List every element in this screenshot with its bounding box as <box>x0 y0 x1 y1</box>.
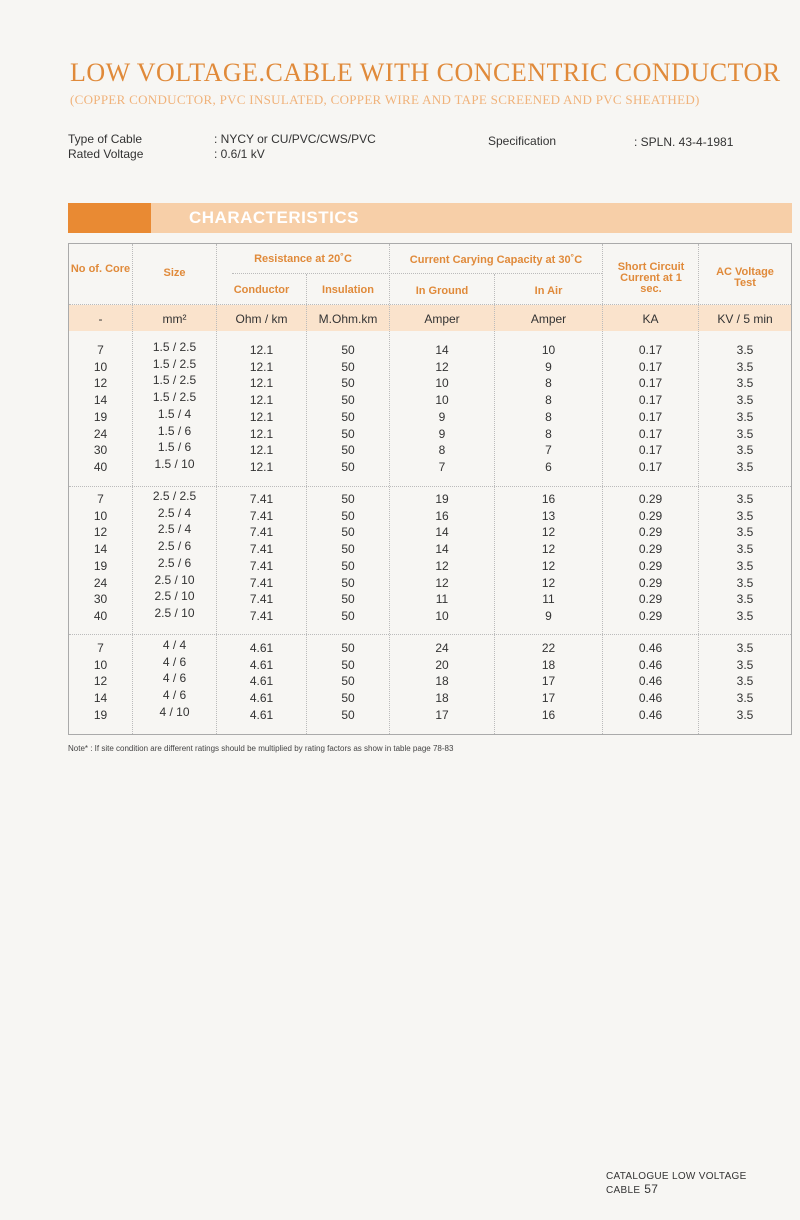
cell-in-air: 12 <box>541 558 556 573</box>
header-in-ground: In Ground <box>415 285 469 297</box>
type-of-cable-value: : NYCY or CU/PVC/CWS/PVC <box>214 132 376 146</box>
cell-no-of-core: 12 <box>93 674 108 689</box>
cell-size: 4 / 10 <box>159 704 190 719</box>
footnote: Note* : If site condition are different ratings should be multiplied by rating factors as show in table page 78-83 <box>68 744 454 753</box>
cell-in-air: 8 <box>545 376 552 391</box>
cell-in-ground: 10 <box>435 608 449 623</box>
cell-in-air: 8 <box>545 426 552 441</box>
cell-no-of-core: 7 <box>97 343 104 357</box>
cell-insulation-resistance: 50 <box>341 691 355 706</box>
header-bottom-line <box>69 304 791 305</box>
cell-in-ground: 14 <box>435 525 449 540</box>
cell-conductor-resistance: 12.1 <box>249 409 274 424</box>
cell-no-of-core: 30 <box>93 443 108 458</box>
cell-short-circuit: 0.17 <box>638 459 663 474</box>
cell-short-circuit: 0.46 <box>638 707 663 722</box>
unit-cell: - <box>98 312 103 326</box>
cell-in-air: 8 <box>545 393 552 408</box>
cell-ac-voltage: 3.5 <box>736 492 754 506</box>
cell-no-of-core: 14 <box>93 542 108 557</box>
cell-conductor-resistance: 4.61 <box>249 707 274 722</box>
cell-size: 4 / 6 <box>162 688 187 703</box>
cell-short-circuit: 0.29 <box>638 575 663 590</box>
cell-insulation-resistance: 50 <box>341 492 355 506</box>
cell-conductor-resistance: 12.1 <box>249 443 274 458</box>
unit-cell: Amper <box>530 312 567 326</box>
unit-cell: Ohm / km <box>235 312 288 326</box>
cell-no-of-core: 10 <box>93 359 108 374</box>
cell-conductor-resistance: 7.41 <box>249 608 274 623</box>
header-resistance: Resistance at 20˚C <box>254 253 352 265</box>
cell-in-air: 22 <box>541 641 556 655</box>
cell-insulation-resistance: 50 <box>341 443 355 458</box>
specification-label: Specification <box>488 134 557 148</box>
cell-insulation-resistance: 50 <box>341 343 355 357</box>
cell-ac-voltage: 3.5 <box>736 657 754 672</box>
cell-short-circuit: 0.29 <box>638 508 663 523</box>
cell-short-circuit: 0.17 <box>638 393 663 408</box>
cell-ac-voltage: 3.5 <box>736 691 754 706</box>
cell-conductor-resistance: 7.41 <box>249 558 274 573</box>
cell-insulation-resistance: 50 <box>341 608 355 623</box>
cell-insulation-resistance: 50 <box>341 508 355 523</box>
group-divider <box>69 486 791 487</box>
cell-in-ground: 18 <box>435 691 449 706</box>
cell-size: 2.5 / 6 <box>157 555 192 570</box>
cell-ac-voltage: 3.5 <box>736 558 754 573</box>
cell-conductor-resistance: 12.1 <box>249 459 274 474</box>
cell-ac-voltage: 3.5 <box>736 443 754 458</box>
header-short-circuit: Short Circuit Current at 1 sec. <box>617 261 685 295</box>
cell-in-ground: 10 <box>435 376 449 391</box>
group-divider <box>69 634 791 635</box>
header-divider <box>232 273 602 274</box>
cell-size: 4 / 6 <box>162 671 187 686</box>
cell-no-of-core: 14 <box>93 691 108 706</box>
header-size: Size <box>163 267 186 279</box>
cell-size: 1.5 / 2.5 <box>152 340 197 354</box>
cell-short-circuit: 0.29 <box>638 558 663 573</box>
cell-insulation-resistance: 50 <box>341 393 355 408</box>
rated-voltage-label: Rated Voltage <box>68 147 144 161</box>
cell-short-circuit: 0.29 <box>638 492 663 506</box>
cell-no-of-core: 7 <box>97 492 104 506</box>
cell-in-air: 18 <box>541 657 556 672</box>
cell-in-air: 7 <box>545 443 552 458</box>
cell-ac-voltage: 3.5 <box>736 525 754 540</box>
cell-in-air: 9 <box>545 608 552 623</box>
cell-in-ground: 19 <box>435 492 449 506</box>
cell-in-air: 10 <box>541 343 556 357</box>
cell-no-of-core: 7 <box>97 641 104 655</box>
cell-insulation-resistance: 50 <box>341 459 355 474</box>
cell-size: 2.5 / 4 <box>157 522 192 537</box>
cell-short-circuit: 0.17 <box>638 359 663 374</box>
cell-in-ground: 9 <box>438 426 446 441</box>
header-insulation: Insulation <box>322 284 374 296</box>
cell-in-ground: 8 <box>438 443 446 458</box>
cell-short-circuit: 0.17 <box>638 409 663 424</box>
cell-conductor-resistance: 7.41 <box>249 492 274 506</box>
cell-ac-voltage: 3.5 <box>736 376 754 391</box>
cell-ac-voltage: 3.5 <box>736 508 754 523</box>
cell-size: 2.5 / 10 <box>154 589 195 604</box>
rated-voltage-value: : 0.6/1 kV <box>214 147 265 161</box>
cell-short-circuit: 0.29 <box>638 608 663 623</box>
cell-conductor-resistance: 7.41 <box>249 508 274 523</box>
cell-no-of-core: 40 <box>93 459 108 474</box>
cell-in-ground: 24 <box>435 641 449 655</box>
cell-in-ground: 14 <box>435 542 449 557</box>
cell-ac-voltage: 3.5 <box>736 608 754 623</box>
cell-ac-voltage: 3.5 <box>736 409 754 424</box>
cell-short-circuit: 0.46 <box>638 691 663 706</box>
cell-in-air: 8 <box>545 409 552 424</box>
header-no-of-core: No of. Core <box>70 263 131 275</box>
cell-in-air: 11 <box>542 592 555 607</box>
cell-insulation-resistance: 50 <box>341 359 355 374</box>
unit-cell: KA <box>642 312 659 326</box>
cell-in-ground: 10 <box>435 393 449 408</box>
cell-short-circuit: 0.29 <box>638 542 663 557</box>
cell-ac-voltage: 3.5 <box>736 542 754 557</box>
cell-conductor-resistance: 7.41 <box>249 592 274 607</box>
cell-ac-voltage: 3.5 <box>736 426 754 441</box>
cell-short-circuit: 0.17 <box>638 343 663 357</box>
cell-insulation-resistance: 50 <box>341 426 355 441</box>
cell-size: 2.5 / 2.5 <box>152 489 197 503</box>
cell-size: 1.5 / 2.5 <box>152 390 197 405</box>
cell-size: 2.5 / 10 <box>154 572 195 587</box>
cell-in-ground: 9 <box>438 409 446 424</box>
cell-insulation-resistance: 50 <box>341 558 355 573</box>
header-ac-voltage: AC Voltage Test <box>716 266 774 289</box>
cell-in-ground: 12 <box>435 558 449 573</box>
cell-short-circuit: 0.29 <box>638 525 663 540</box>
cell-conductor-resistance: 7.41 <box>249 525 274 540</box>
cell-in-air: 12 <box>541 575 556 590</box>
cell-no-of-core: 10 <box>93 657 108 672</box>
page-subtitle: (COPPER CONDUCTOR, PVC INSULATED, COPPER WIRE AND TAPE SCREENED AND PVC SHEATHED) <box>70 92 700 107</box>
cell-insulation-resistance: 50 <box>341 542 355 557</box>
cell-in-air: 16 <box>541 492 556 506</box>
cell-conductor-resistance: 7.41 <box>249 575 274 590</box>
cell-no-of-core: 12 <box>93 376 108 391</box>
cell-no-of-core: 19 <box>93 707 108 722</box>
cell-in-air: 12 <box>541 542 556 557</box>
cell-size: 4 / 4 <box>162 638 187 652</box>
cell-no-of-core: 14 <box>93 393 108 408</box>
cell-short-circuit: 0.46 <box>638 674 663 689</box>
cell-in-air: 16 <box>541 707 556 722</box>
cell-conductor-resistance: 4.61 <box>249 641 274 655</box>
cell-short-circuit: 0.17 <box>638 443 663 458</box>
header-conductor: Conductor <box>233 284 290 296</box>
cell-size: 1.5 / 2.5 <box>152 373 197 388</box>
cell-ac-voltage: 3.5 <box>736 707 754 722</box>
cell-size: 2.5 / 10 <box>154 605 195 620</box>
cell-no-of-core: 24 <box>93 575 108 590</box>
cell-conductor-resistance: 12.1 <box>249 376 274 391</box>
cell-insulation-resistance: 50 <box>341 674 355 689</box>
cell-short-circuit: 0.29 <box>638 592 663 607</box>
cell-size: 1.5 / 2.5 <box>152 356 197 371</box>
cell-in-ground: 12 <box>435 575 449 590</box>
page-footer <box>606 1171 800 1196</box>
cell-short-circuit: 0.46 <box>638 657 663 672</box>
cell-ac-voltage: 3.5 <box>736 674 754 689</box>
cell-ac-voltage: 3.5 <box>736 359 754 374</box>
cell-in-air: 17 <box>541 691 556 706</box>
cell-in-air: 12 <box>541 525 556 540</box>
cell-insulation-resistance: 50 <box>341 376 355 391</box>
cell-insulation-resistance: 50 <box>341 657 355 672</box>
cell-size: 2.5 / 4 <box>157 505 192 520</box>
cell-ac-voltage: 3.5 <box>736 459 754 474</box>
page-title: LOW VOLTAGE.CABLE WITH CONCENTRIC CONDUCTOR <box>70 58 781 87</box>
cell-in-ground: 17 <box>435 707 449 722</box>
cell-insulation-resistance: 50 <box>341 707 355 722</box>
footer-label: CATALOGUE LOW VOLTAGE CABLE <box>606 1171 747 1196</box>
cell-ac-voltage: 3.5 <box>736 641 754 655</box>
cell-short-circuit: 0.17 <box>638 426 663 441</box>
cell-ac-voltage: 3.5 <box>736 592 754 607</box>
cell-conductor-resistance: 12.1 <box>249 393 274 408</box>
cell-size: 2.5 / 6 <box>157 539 192 554</box>
cell-insulation-resistance: 50 <box>341 575 355 590</box>
cell-insulation-resistance: 50 <box>341 592 355 607</box>
unit-cell: Amper <box>424 312 460 326</box>
cell-insulation-resistance: 50 <box>341 641 355 655</box>
cell-no-of-core: 19 <box>93 409 108 424</box>
section-title: CHARACTERISTICS <box>189 208 359 227</box>
cell-in-air: 17 <box>541 674 556 689</box>
cell-short-circuit: 0.17 <box>638 376 663 391</box>
section-band <box>68 203 792 233</box>
unit-cell: mm² <box>162 312 187 326</box>
specification-value: : SPLN. 43-4-1981 <box>634 135 734 149</box>
cell-insulation-resistance: 50 <box>341 525 355 540</box>
cell-ac-voltage: 3.5 <box>736 393 754 408</box>
cell-no-of-core: 12 <box>93 525 108 540</box>
cell-in-ground: 11 <box>435 592 449 607</box>
cell-in-ground: 18 <box>435 674 449 689</box>
cell-no-of-core: 19 <box>93 558 108 573</box>
cell-conductor-resistance: 4.61 <box>249 657 274 672</box>
cell-in-air: 6 <box>545 459 552 474</box>
cell-conductor-resistance: 12.1 <box>249 343 274 357</box>
cell-no-of-core: 30 <box>93 592 108 607</box>
cell-short-circuit: 0.46 <box>638 641 663 655</box>
cell-conductor-resistance: 4.61 <box>249 674 274 689</box>
page-number: 57 <box>644 1182 659 1196</box>
cell-no-of-core: 24 <box>93 426 108 441</box>
unit-cell: KV / 5 min <box>717 312 773 326</box>
cell-size: 1.5 / 6 <box>157 423 192 438</box>
cell-size: 4 / 6 <box>162 654 187 669</box>
cell-size: 1.5 / 6 <box>157 440 192 455</box>
cell-no-of-core: 10 <box>93 508 108 523</box>
cell-in-air: 13 <box>541 508 556 523</box>
cell-conductor-resistance: 12.1 <box>249 426 274 441</box>
cell-no-of-core: 40 <box>93 608 108 623</box>
cell-conductor-resistance: 4.61 <box>249 691 274 706</box>
cell-size: 1.5 / 10 <box>154 456 195 471</box>
cell-in-ground: 12 <box>435 359 449 374</box>
header-in-air: In Air <box>534 285 563 297</box>
cell-conductor-resistance: 7.41 <box>249 542 274 557</box>
type-of-cable-label: Type of Cable <box>68 132 143 146</box>
cell-insulation-resistance: 50 <box>341 409 355 424</box>
unit-cell: M.Ohm.km <box>318 312 378 326</box>
section-band-accent <box>68 203 151 233</box>
cell-in-ground: 16 <box>435 508 449 523</box>
cell-in-ground: 7 <box>438 459 446 474</box>
cell-conductor-resistance: 12.1 <box>249 359 274 374</box>
cell-in-ground: 14 <box>435 343 449 357</box>
cell-ac-voltage: 3.5 <box>736 343 754 357</box>
cell-in-air: 9 <box>545 359 552 374</box>
cell-size: 1.5 / 4 <box>157 406 192 421</box>
header-current-capacity: Current Carying Capacity at 30˚C <box>409 254 583 266</box>
cell-ac-voltage: 3.5 <box>736 575 754 590</box>
cell-in-ground: 20 <box>435 657 449 672</box>
